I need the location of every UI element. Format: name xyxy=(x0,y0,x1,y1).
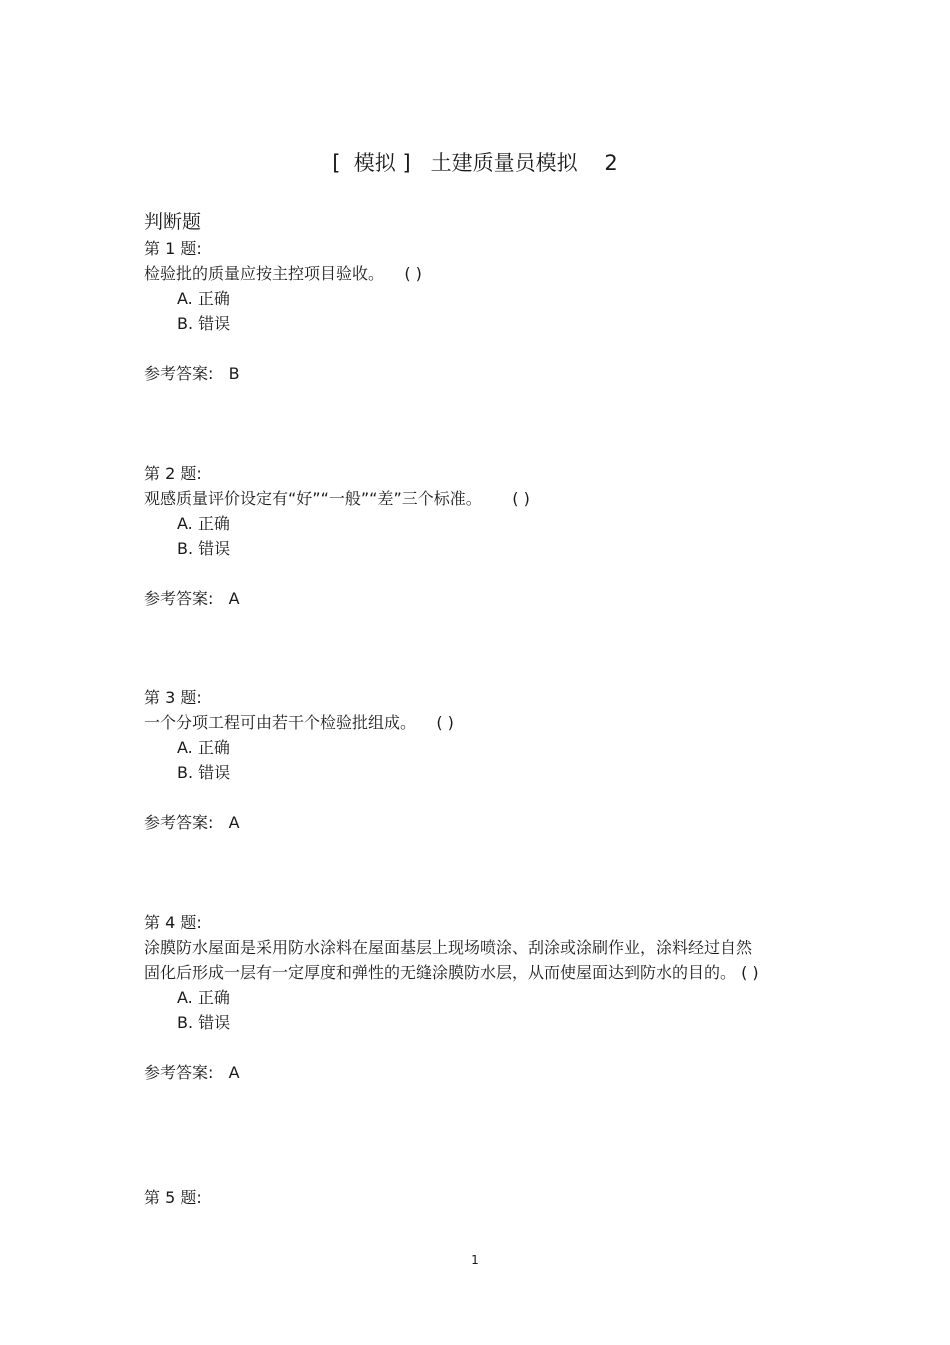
question-number: 第 5 题: xyxy=(144,1188,202,1207)
question-number: 第 1 题: xyxy=(144,239,202,258)
option-a: A. 正确 xyxy=(177,289,230,308)
section-heading: 判断题 xyxy=(144,211,202,233)
question-4 xyxy=(144,910,764,1085)
answer: 参考答案: B xyxy=(144,364,240,383)
option-a: A. 正确 xyxy=(177,738,230,757)
option-b: B. 错误 xyxy=(177,314,231,333)
answer: 参考答案: A xyxy=(144,1063,240,1082)
question-number: 第 2 题: xyxy=(144,464,202,483)
question-text: 观感质量评价设定有“好”“一般”“差”三个标准。 ( ) xyxy=(144,489,530,508)
page-number: 1 xyxy=(471,1253,479,1267)
question-text: 一个分项工程可由若干个检验批组成。 ( ) xyxy=(144,713,454,732)
option-b: B. 错误 xyxy=(177,763,231,782)
question-5 xyxy=(144,1185,764,1210)
question-3 xyxy=(144,685,764,835)
option-a: A. 正确 xyxy=(177,514,230,533)
option-b: B. 错误 xyxy=(177,1013,231,1032)
answer: 参考答案: A xyxy=(144,589,240,608)
answer: 参考答案: A xyxy=(144,813,240,832)
question-number: 第 4 题: xyxy=(144,913,202,932)
question-1 xyxy=(144,236,764,386)
document-title: [ 模拟 ] 土建质量员模拟 2 xyxy=(332,151,618,175)
question-2 xyxy=(144,461,764,611)
option-b: B. 错误 xyxy=(177,539,231,558)
question-number: 第 3 题: xyxy=(144,688,202,707)
question-text: 涂膜防水屋面是采用防水涂料在屋面基层上现场喷涂、刮涂或涂刷作业，涂料经过自然固化后形成一层有一定厚度和弹性的无缝涂膜防水层，从而使屋面达到防水的目的。 ( ) xyxy=(144,938,759,982)
question-text: 检验批的质量应按主控项目验收。 ( ) xyxy=(144,264,422,283)
option-a: A. 正确 xyxy=(177,988,230,1007)
